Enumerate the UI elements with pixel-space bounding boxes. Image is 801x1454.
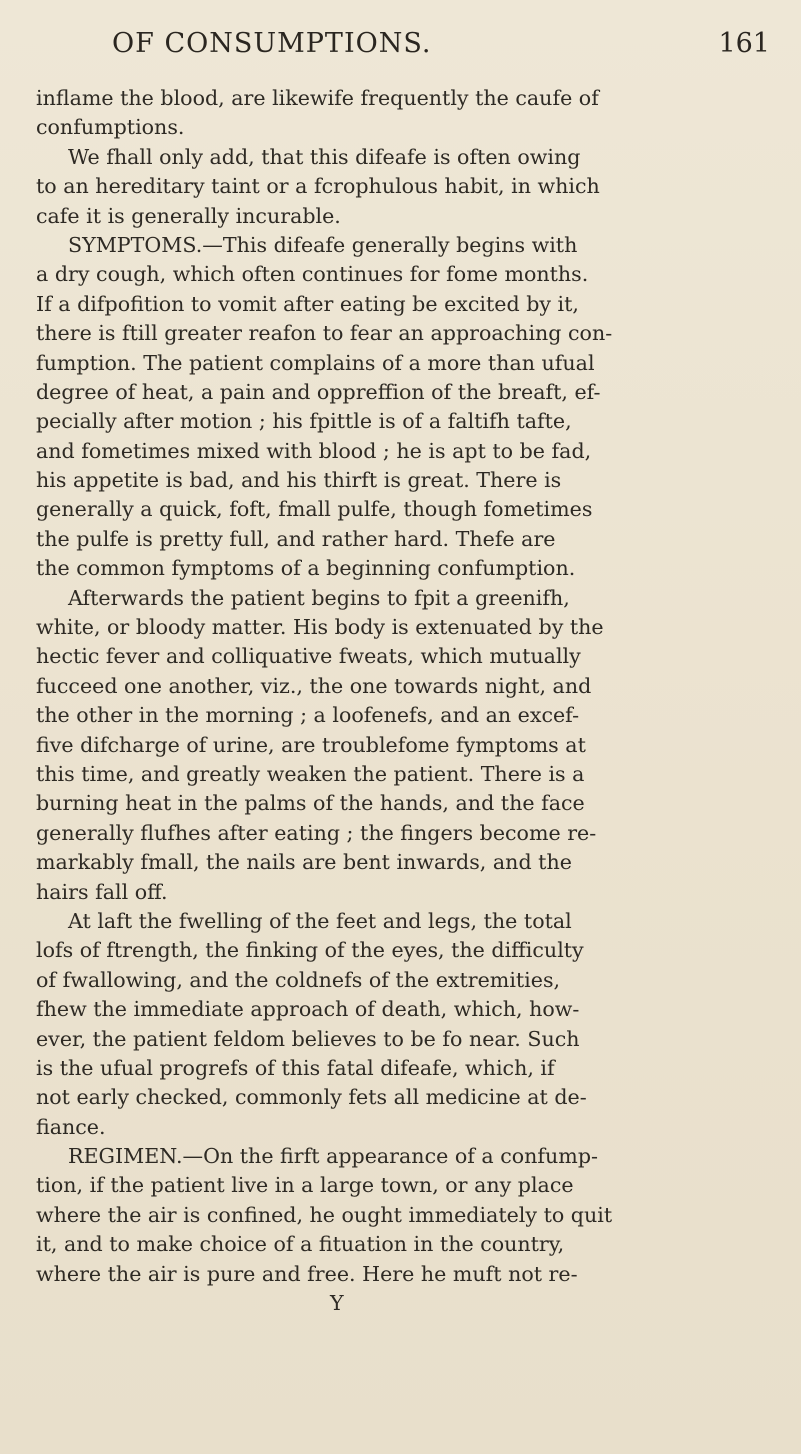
text-line: it, and to make choice of a fituation in the country, — [36, 1232, 565, 1257]
text-line: burning heat in the palms of the hands, and the face — [36, 791, 585, 816]
page-number: 161 — [718, 28, 770, 59]
text-line: a dry cough, which often continues for fome months. — [36, 262, 589, 287]
text-line: confumptions. — [36, 115, 185, 140]
text-line: where the air is confined, he ought immediately to quit — [36, 1202, 613, 1227]
text-line: and fometimes mixed with blood ; he is apt to be fad, — [36, 438, 592, 463]
regimen-heading-line: REGIMEN.—On the firft appearance of a confump- — [68, 1144, 598, 1169]
footer-line — [36, 1289, 782, 1318]
text-line: five difcharge of urine, are troublefome fymptoms at — [36, 732, 586, 757]
symptoms-heading-line: SYMPTOMS.—This difeafe generally begins with — [68, 232, 578, 257]
text-line: inflame the blood, are likewife frequently the caufe of — [36, 86, 599, 110]
body-text — [36, 84, 782, 1318]
running-title: OF CONSUMPTIONS. — [112, 28, 432, 59]
text-line: cafe it is generally incurable. — [36, 203, 341, 228]
text-line: his appetite is bad, and his thirft is great. There is — [36, 468, 562, 493]
text-line: to an hereditary taint or a fcrophulous habit, in which — [36, 174, 600, 199]
text-line: this time, and greatly weaken the patient. There is a — [36, 761, 585, 786]
text-line: generally a quick, foft, fmall pulfe, though fometimes — [36, 497, 593, 522]
text-line: fhew the immediate approach of death, which, how- — [36, 997, 580, 1022]
text-line: where the air is pure and free. Here he muft not re- — [36, 1261, 578, 1286]
text-line: white, or bloody matter. His body is extenuated by the — [36, 615, 604, 640]
text-line: If a difpofition to vomit after eating be excited by it, — [36, 291, 579, 316]
text-line: fumption. The patient complains of a more than ufual — [36, 350, 595, 375]
paragraph-start-line: At laft the fwelling of the feet and legs, the total — [68, 908, 572, 933]
paragraph-start-line: Afterwards the patient begins to fpit a greenifh, — [68, 585, 570, 610]
text-line: ever, the patient feldom believes to be fo near. Such — [36, 1026, 580, 1051]
text-line: the pulfe is pretty full, and rather hard. Thefe are — [36, 526, 556, 551]
text-line: is the ufual progrefs of this fatal difeafe, which, if — [36, 1055, 555, 1080]
text-line: the common fymptoms of a beginning confumption. — [36, 556, 576, 581]
text-line: pecially after motion ; his fpittle is of a faltifh tafte, — [36, 409, 572, 434]
text-line: the other in the morning ; a loofenefs, and an excef- — [36, 703, 580, 728]
text-line: lofs of ftrength, the finking of the eyes, the difficulty — [36, 938, 584, 963]
text-line: generally flufhes after eating ; the fingers become re- — [36, 820, 597, 845]
running-head — [54, 22, 774, 66]
text-line: fucceed one another, viz., the one towards night, and — [36, 673, 592, 698]
text-line: markably fmall, the nails are bent inwards, and the — [36, 850, 572, 875]
text-line: there is ftill greater reafon to fear an approaching con- — [36, 321, 613, 346]
signature-mark: Y — [330, 1291, 344, 1316]
text-line: degree of heat, a pain and oppreffion of the breaft, ef- — [36, 379, 601, 404]
text-line: hairs fall off. — [36, 879, 168, 904]
text-line: hectic fever and colliquative fweats, which mutually — [36, 644, 581, 669]
text-line: of fwallowing, and the coldnefs of the extremities, — [36, 967, 561, 992]
text-line: fiance. — [36, 1114, 106, 1139]
text-line: not early checked, commonly fets all medicine at de- — [36, 1085, 587, 1110]
paragraph-start-line: We fhall only add, that this difeafe is often owing — [68, 144, 581, 169]
text-line: tion, if the patient live in a large town, or any place — [36, 1173, 574, 1198]
